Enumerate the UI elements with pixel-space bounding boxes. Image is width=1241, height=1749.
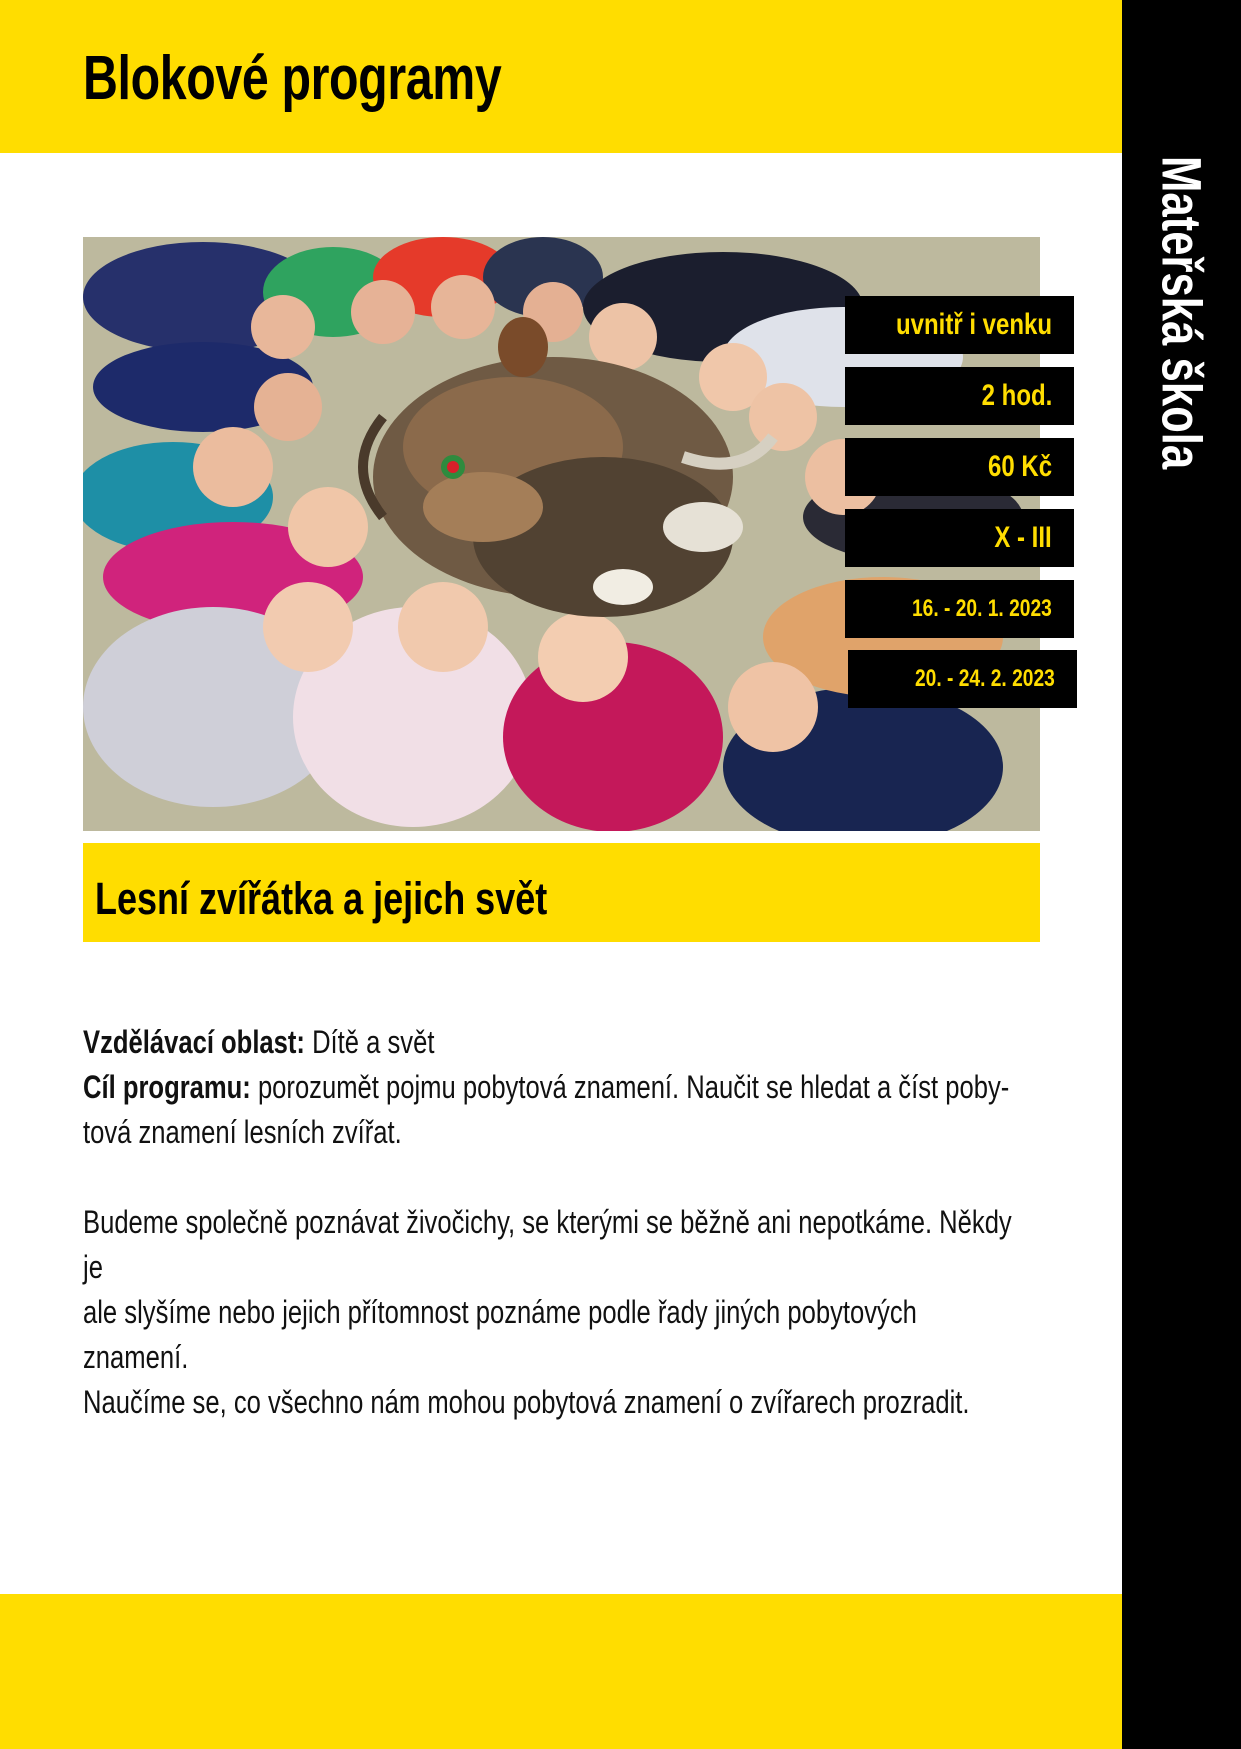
tag-date-1: 16. - 20. 1. 2023 — [845, 580, 1074, 638]
tag-duration: 2 hod. — [845, 367, 1074, 425]
program-title: Lesní zvířátka a jejich svět — [95, 873, 548, 924]
header-band — [0, 0, 1122, 153]
program-info — [83, 1020, 1027, 1155]
goal-line — [83, 1065, 1027, 1110]
footer-band — [0, 1594, 1122, 1749]
description-line-3: Naučíme se, co všechno nám mohou pobytová znamení o zvířarech prozradit. — [83, 1384, 970, 1420]
sidebar-label — [1150, 156, 1215, 558]
goal-line-2: tová znamení lesních zvířat. — [83, 1114, 402, 1150]
description-line-1: Budeme společně poznávat živočichy, se kterými se běžně ani nepotkáme. Někdy je — [83, 1204, 1012, 1285]
description-line-2: ale slyšíme nebo jejich přítomnost poznáme podle řady jiných pobytových znamení. — [83, 1294, 917, 1375]
tag-season: X - III — [845, 509, 1074, 567]
goal-label: Cíl programu: — [83, 1069, 251, 1105]
area-line — [83, 1020, 1027, 1065]
program-title-band — [83, 843, 1040, 942]
area-label: Vzdělávací oblast: — [83, 1024, 305, 1060]
sidebar-label-text: Mateřská škola — [1150, 156, 1214, 470]
area-value: Dítě a svět — [312, 1024, 435, 1060]
page-title: Blokové programy — [83, 44, 502, 113]
goal-value-1: porozumět pojmu pobytová znamení. Naučit se hledat a číst poby- — [257, 1069, 1010, 1105]
tag-price: 60 Kč — [845, 438, 1074, 496]
tag-location: uvnitř i venku — [845, 296, 1074, 354]
program-description — [83, 1200, 1027, 1425]
tag-date-2: 20. - 24. 2. 2023 — [848, 650, 1077, 708]
